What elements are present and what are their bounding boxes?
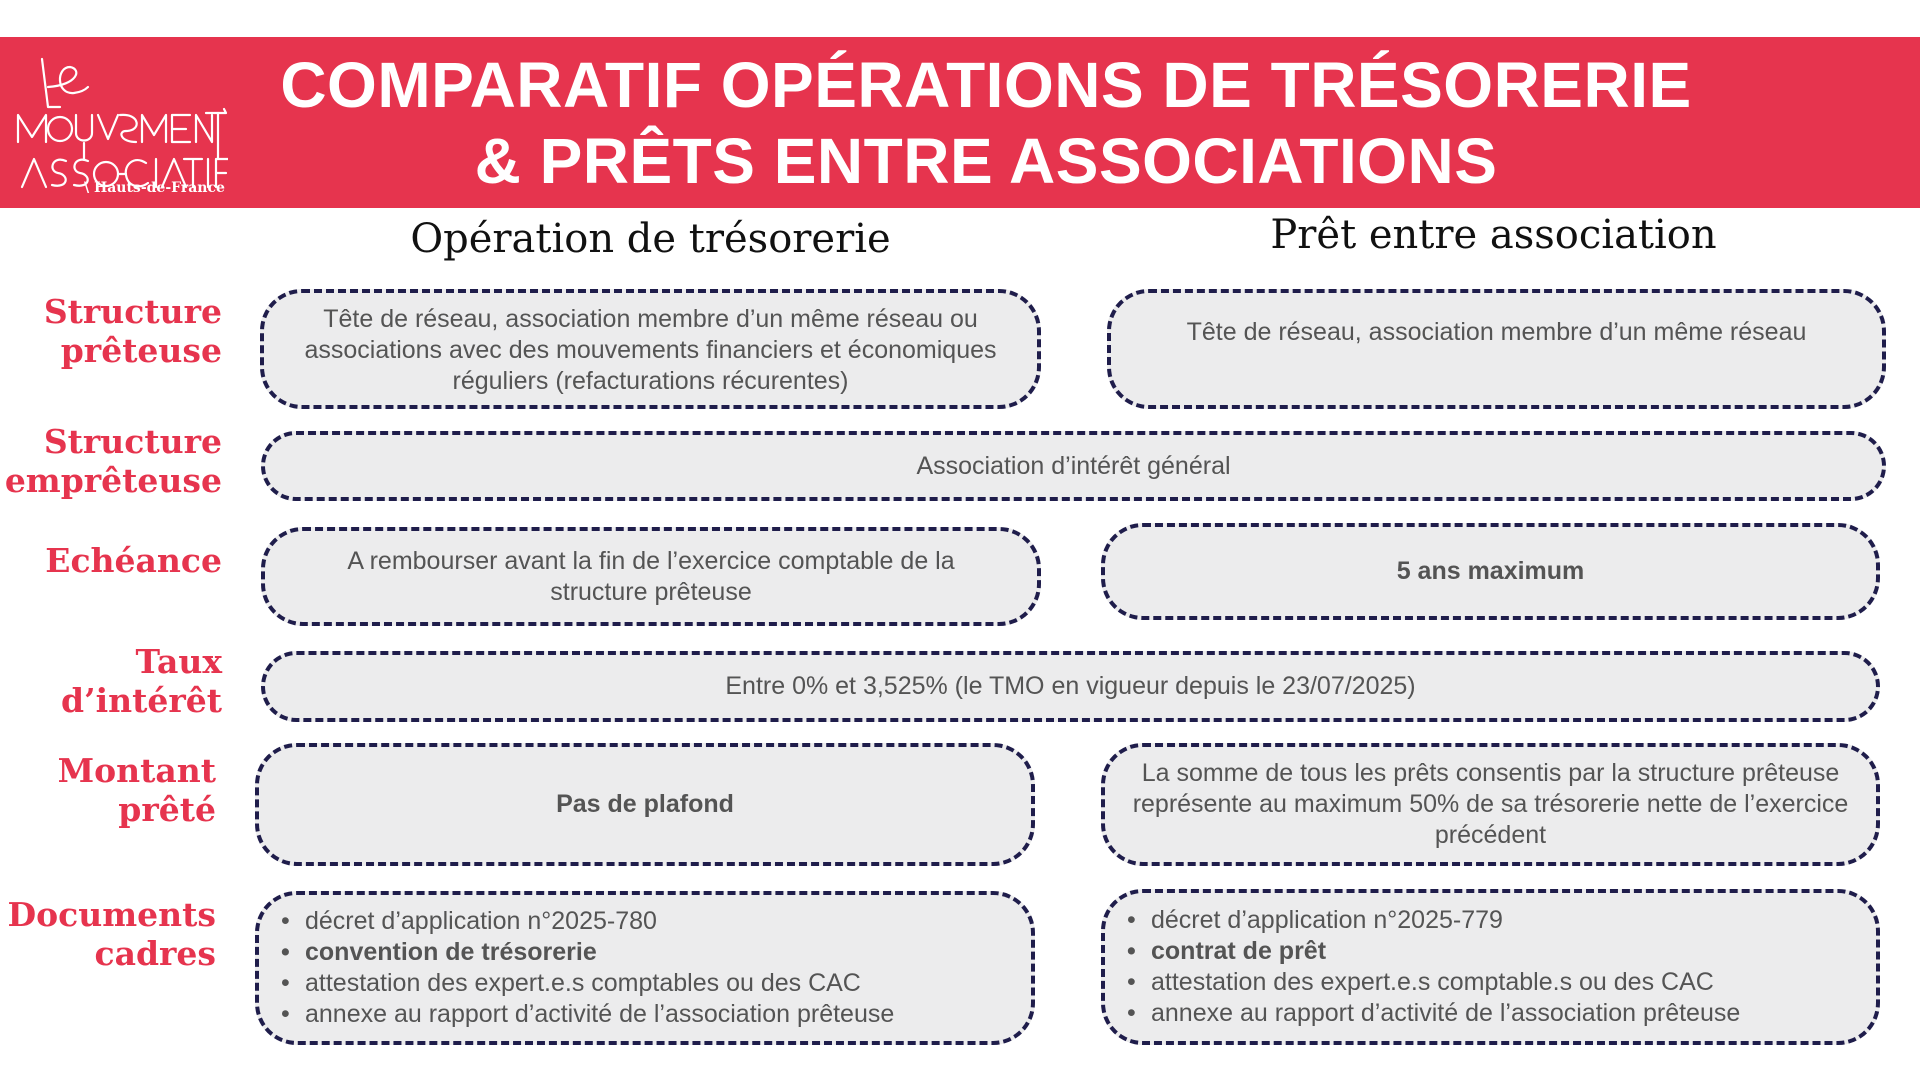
- label-line: prêté: [118, 790, 216, 829]
- bullet-icon: •: [281, 969, 290, 997]
- list-item: [279, 999, 1017, 1030]
- list-item-text: attestation des expert.e.s comptables ou des CAC: [305, 969, 861, 997]
- logo-region-text: \ Hauts-de-France: [84, 180, 225, 196]
- cell-montant-tresorerie: [255, 743, 1035, 866]
- cell-text: 5 ans maximum: [1396, 557, 1585, 585]
- label-line: Structure: [43, 422, 222, 461]
- label-line: Structure: [43, 292, 222, 331]
- cell-documents-pret: [1101, 889, 1880, 1045]
- page-title: [240, 47, 1732, 199]
- bullet-icon: •: [1127, 906, 1136, 934]
- label-line: prêteuse: [60, 331, 222, 370]
- cell-echeance-tresorerie: [261, 527, 1041, 626]
- row-label-echeance: [45, 541, 222, 580]
- cell-documents-tresorerie: [255, 891, 1035, 1045]
- header-banner: [0, 37, 1920, 208]
- cell-structure-preteuse-pret: [1107, 289, 1886, 409]
- logo-lettering-icon: [8, 47, 228, 197]
- cell-structure-preteuse-tresorerie: [260, 289, 1041, 409]
- list-item-text: convention de trésorerie: [305, 938, 597, 966]
- cell-text: Tête de réseau, association membre d’un même réseau ou associations avec des mouvements financiers et économiques réguliers (refacturations récurentes): [304, 305, 997, 395]
- bullet-icon: •: [281, 907, 290, 935]
- cell-echeance-pret: [1101, 523, 1880, 620]
- cell-text: A rembourser avant la fin de l’exercice comptable de la structure prêteuse: [347, 546, 955, 606]
- cell-text: Tête de réseau, association membre d’un même réseau: [1186, 318, 1807, 346]
- label-line: d’intérêt: [61, 681, 222, 720]
- cell-structure-empreteuse-shared: [261, 431, 1886, 501]
- cell-text: La somme de tous les prêts consentis par la structure prêteuse représente au maximum 50% de sa trésorerie nette de l’exercice précédent: [1132, 759, 1849, 849]
- row-label-structure-preteuse: [44, 292, 222, 370]
- list-item-text: annexe au rapport d’activité de l’association prêteuse: [1151, 999, 1741, 1027]
- cell-text: Pas de plafond: [556, 790, 734, 818]
- mouvement-associatif-logo: [8, 47, 228, 197]
- label-line: cadres: [94, 934, 216, 973]
- bullet-icon: •: [281, 938, 290, 966]
- bullet-icon: •: [1127, 937, 1136, 965]
- row-label-documents-cadres: [8, 895, 216, 973]
- cell-text: Association d’intérêt général: [916, 451, 1231, 480]
- label-line: Echéance: [45, 541, 222, 580]
- cell-text: Entre 0% et 3,525% (le TMO en vigueur depuis le 23/07/2025): [725, 672, 1416, 700]
- list-item: [279, 906, 1017, 937]
- list-item: [1125, 905, 1862, 936]
- list-item: [279, 968, 1017, 999]
- cell-taux-interet-shared: [261, 651, 1880, 722]
- cell-montant-pret: [1101, 743, 1880, 866]
- bullet-icon: •: [1127, 999, 1136, 1027]
- list-item-text: annexe au rapport d’activité de l’association prêteuse: [305, 1000, 895, 1028]
- column-header-pret-entre-association: Prêt entre association: [1270, 212, 1717, 258]
- list-item: [1125, 967, 1862, 998]
- row-label-taux-interet: [61, 642, 222, 720]
- documents-list-pret: [1119, 905, 1862, 1029]
- label-line: Montant: [57, 751, 216, 790]
- list-item: [1125, 936, 1862, 967]
- title-line-1: COMPARATIF OPÉRATIONS DE TRÉSORERIE: [280, 49, 1692, 121]
- list-item-text: décret d’application n°2025-779: [1151, 906, 1503, 934]
- list-item: [1125, 998, 1862, 1029]
- list-item-text: décret d’application n°2025-780: [305, 907, 657, 935]
- label-line: Documents: [7, 895, 216, 934]
- row-label-montant-prete: [58, 751, 216, 829]
- list-item: [279, 937, 1017, 968]
- documents-list-tresorerie: [273, 906, 1017, 1030]
- bullet-icon: •: [281, 1000, 290, 1028]
- bullet-icon: •: [1127, 968, 1136, 996]
- list-item-text: attestation des expert.e.s comptable.s ou des CAC: [1151, 968, 1714, 996]
- list-item-text: contrat de prêt: [1151, 937, 1327, 965]
- column-header-operation-tresorerie: Opération de trésorerie: [410, 216, 891, 262]
- title-line-2: & PRÊTS ENTRE ASSOCIATIONS: [474, 125, 1498, 197]
- row-label-structure-empreteuse: [5, 422, 222, 500]
- label-line: emprêteuse: [4, 461, 222, 500]
- label-line: Taux: [135, 642, 222, 681]
